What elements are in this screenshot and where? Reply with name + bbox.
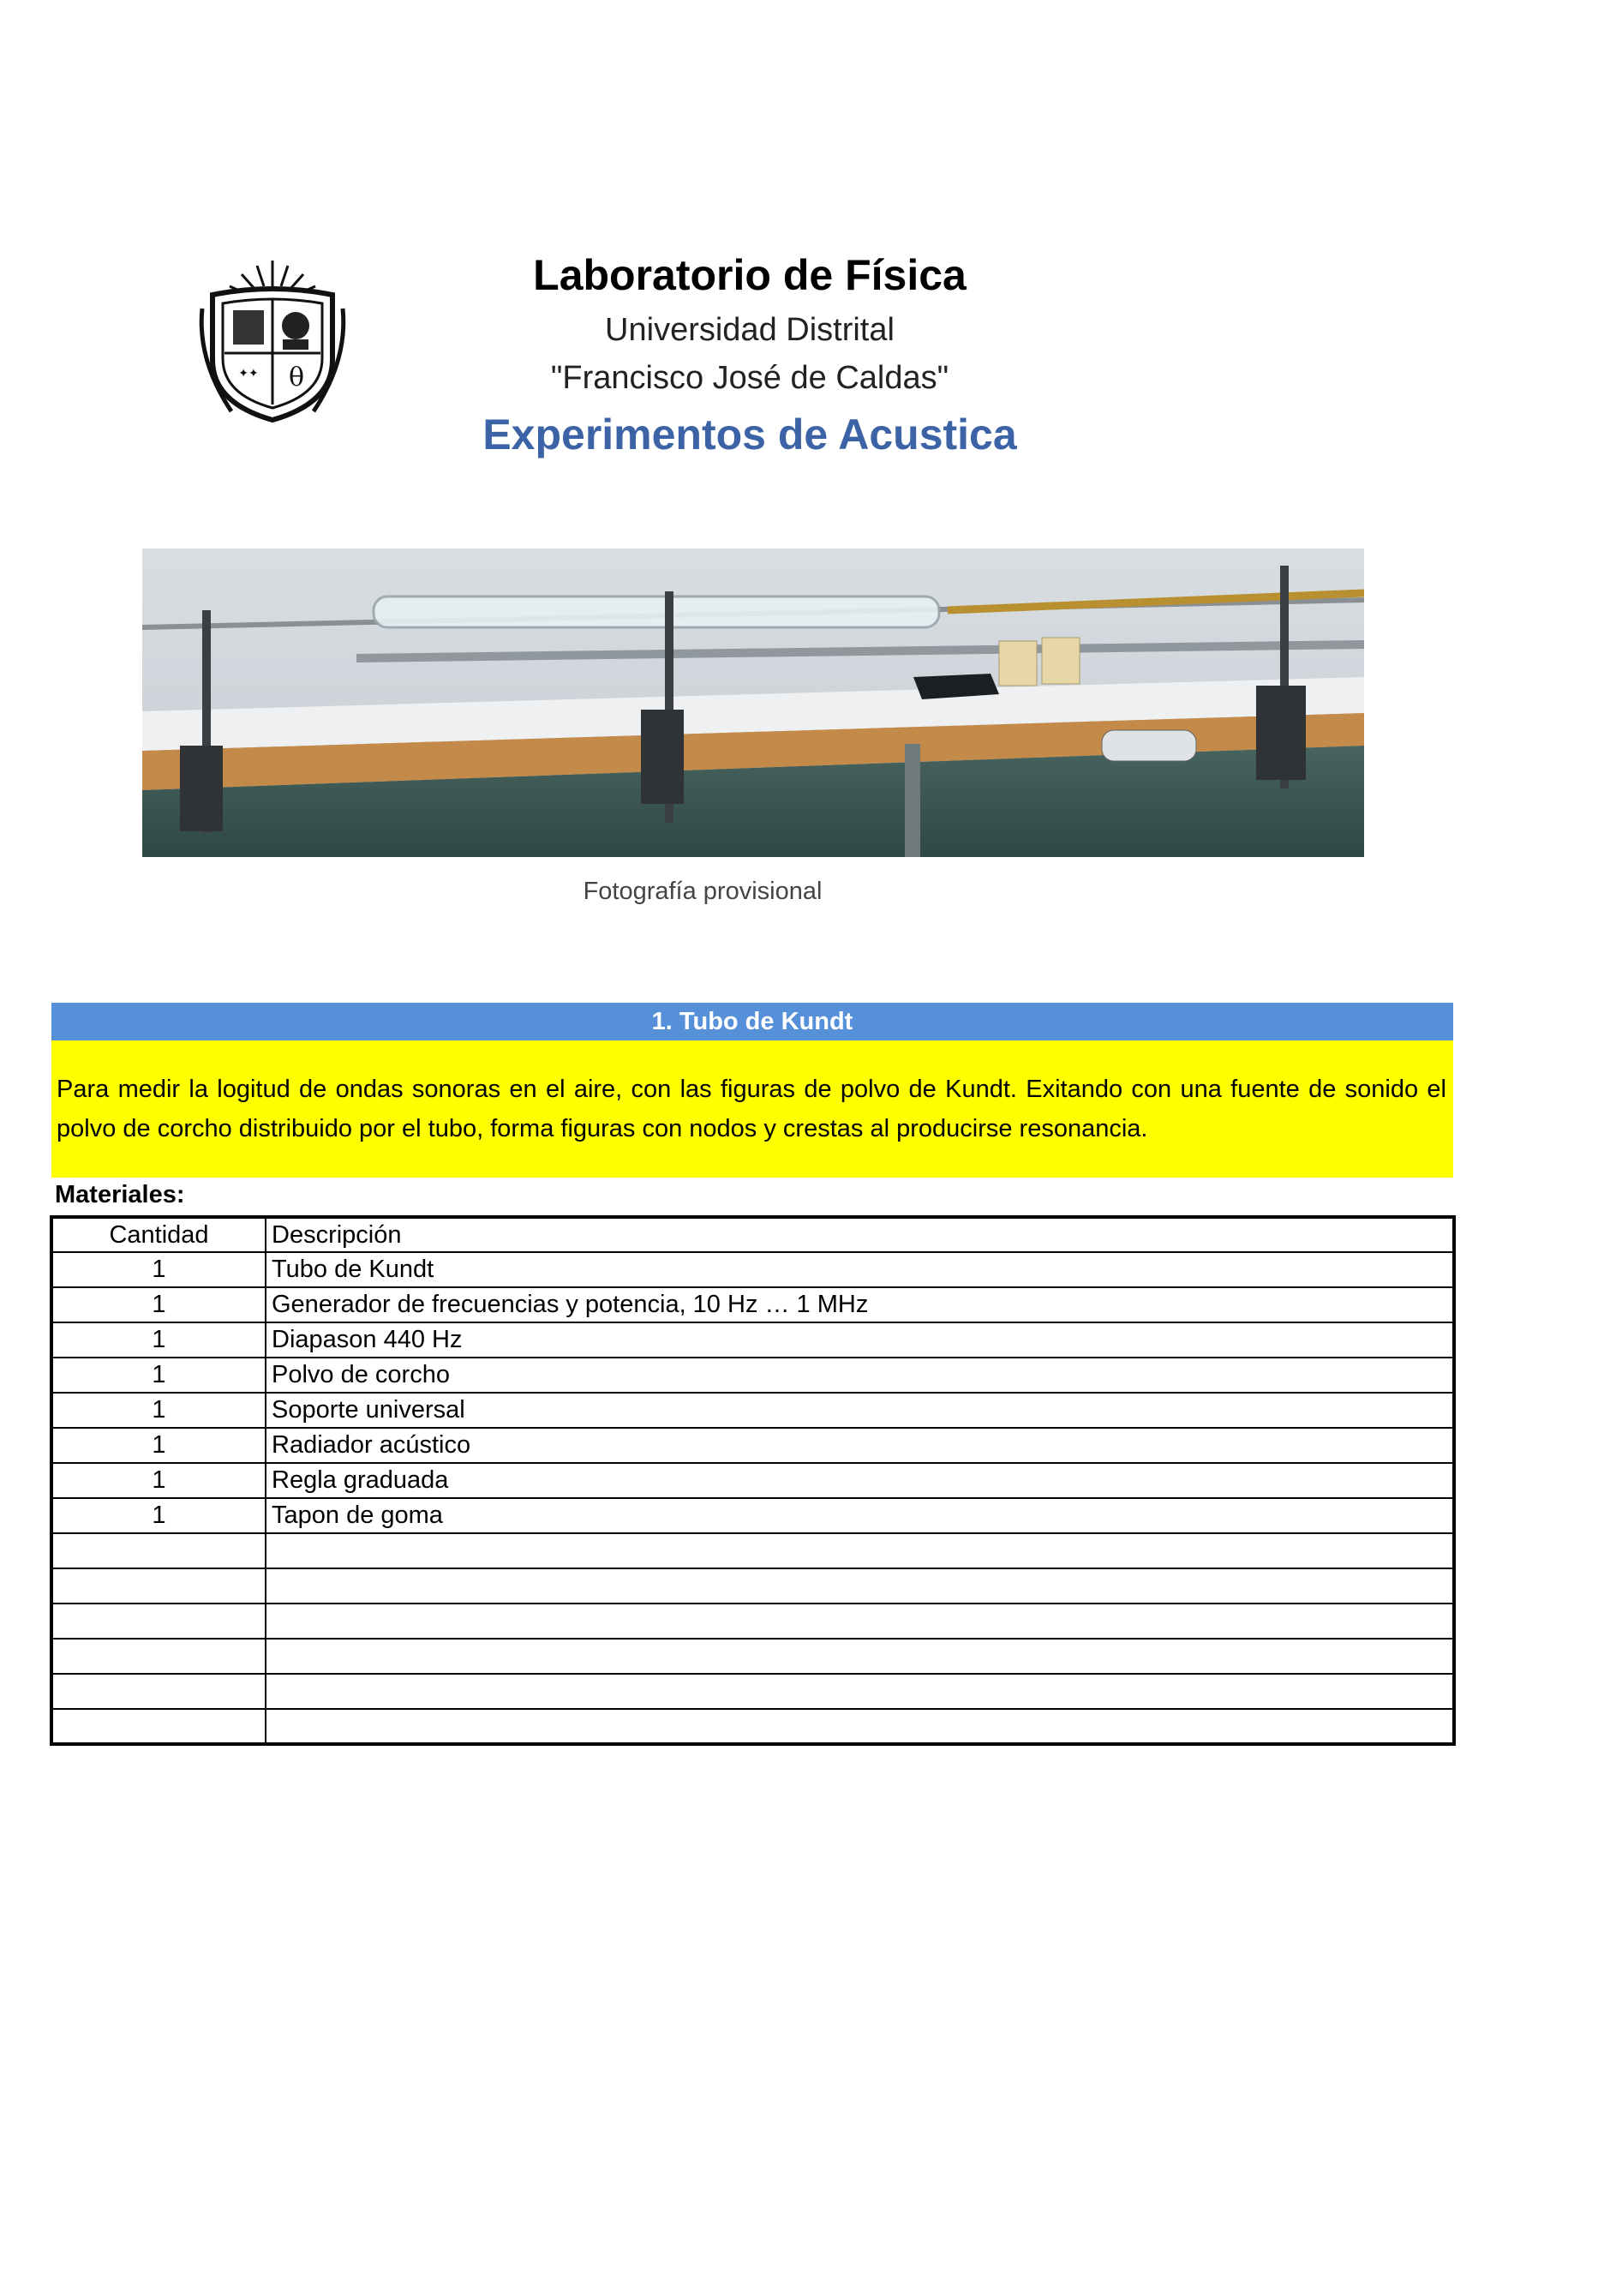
kundt-tube-photo (142, 549, 1364, 857)
description-cell (266, 1604, 1454, 1639)
description-cell (266, 1568, 1454, 1604)
quantity-cell: 1 (51, 1252, 266, 1287)
materials-table (50, 1215, 1456, 1746)
description-cell: Tubo de Kundt (266, 1252, 1454, 1287)
description-cell: Radiador acústico (266, 1428, 1454, 1463)
materials-label: Materiales: (55, 1181, 185, 1208)
description-cell: Tapon de goma (266, 1498, 1454, 1533)
page-subtitle: Experimentos de Acustica (482, 411, 1017, 459)
quantity-cell (51, 1709, 266, 1744)
photo-caption: Fotografía provisional (583, 878, 823, 905)
column-header-description: Descripción (266, 1217, 1454, 1252)
table-row (51, 1709, 1454, 1744)
table-row (51, 1498, 1454, 1533)
description-cell (266, 1674, 1454, 1709)
table-row (51, 1568, 1454, 1604)
table-row (51, 1252, 1454, 1287)
table-row (51, 1393, 1454, 1428)
section-heading: 1. Tubo de Kundt (51, 1003, 1453, 1040)
quantity-cell: 1 (51, 1498, 266, 1533)
quantity-cell (51, 1568, 266, 1604)
quantity-cell: 1 (51, 1463, 266, 1498)
description-cell: Regla graduada (266, 1463, 1454, 1498)
table-row (51, 1463, 1454, 1498)
table-header-row (51, 1217, 1454, 1252)
description-cell: Diapason 440 Hz (266, 1322, 1454, 1358)
table-row (51, 1674, 1454, 1709)
svg-text:✦✦: ✦✦ (238, 367, 259, 381)
svg-text:θ: θ (288, 363, 305, 393)
description-cell (266, 1709, 1454, 1744)
table-row (51, 1533, 1454, 1568)
university-full-name: "Francisco José de Caldas" (550, 360, 949, 396)
university-seal-logo (197, 257, 348, 425)
quantity-cell (51, 1604, 266, 1639)
table-row (51, 1322, 1454, 1358)
description-cell: Generador de frecuencias y potencia, 10 Hz … 1 MHz (266, 1287, 1454, 1322)
description-cell (266, 1533, 1454, 1568)
page-title: Laboratorio de Física (533, 251, 967, 299)
table-row (51, 1428, 1454, 1463)
table-row (51, 1639, 1454, 1674)
quantity-cell: 1 (51, 1393, 266, 1428)
university-name: Universidad Distrital (605, 312, 895, 348)
quantity-cell: 1 (51, 1322, 266, 1358)
quantity-cell (51, 1639, 266, 1674)
column-header-quantity: Cantidad (51, 1217, 266, 1252)
table-row (51, 1604, 1454, 1639)
table-row (51, 1358, 1454, 1393)
quantity-cell: 1 (51, 1358, 266, 1393)
section-description: Para medir la logitud de ondas sonoras en el aire, con las figuras de polvo de Kundt. Exitando con una fuente de sonido el polvo de corcho distribuido por el tubo, forma figuras con nodos y crestas al producirse resonancia. (51, 1040, 1453, 1178)
quantity-cell: 1 (51, 1287, 266, 1322)
description-cell: Polvo de corcho (266, 1358, 1454, 1393)
quantity-cell (51, 1674, 266, 1709)
description-cell (266, 1639, 1454, 1674)
quantity-cell (51, 1533, 266, 1568)
table-row (51, 1287, 1454, 1322)
quantity-cell: 1 (51, 1428, 266, 1463)
description-cell: Soporte universal (266, 1393, 1454, 1428)
